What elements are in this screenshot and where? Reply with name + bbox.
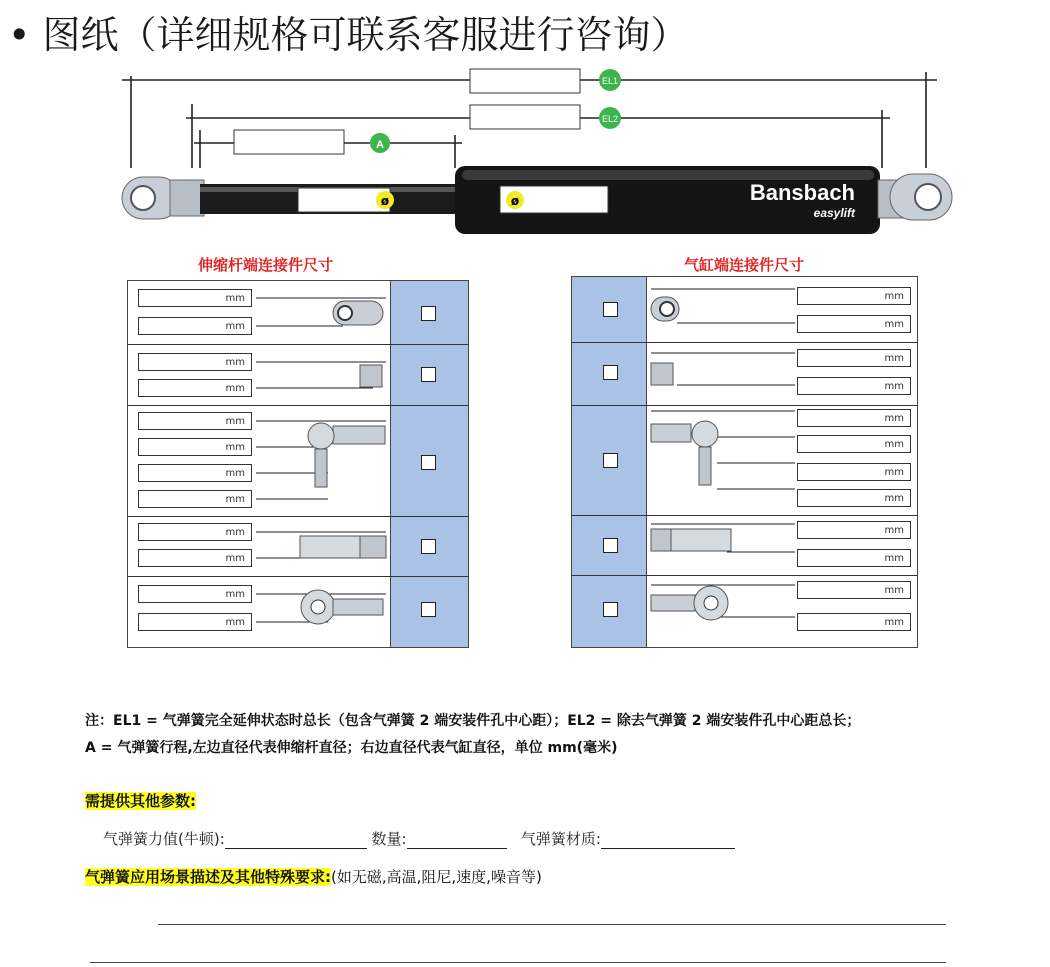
cyl-angled-eye-checkbox[interactable]	[603, 602, 618, 617]
rod-angled-eye-dim-2[interactable]: mm	[138, 613, 252, 631]
left-eye-fitting	[122, 177, 204, 219]
cyl-balljoint-dim-3[interactable]: mm	[797, 463, 911, 481]
scene-hint: (如无磁,高温,阻尼,速度,噪音等)	[331, 868, 542, 886]
rod-balljoint-sketch	[308, 423, 385, 487]
cyl-clevis-dim-2[interactable]: mm	[797, 549, 911, 567]
rod-balljoint-dim-3[interactable]: mm	[138, 464, 252, 482]
note-line-1: 注：EL1 = 气弹簧完全延伸状态时总长（包含气弹簧 2 端安装件孔中心距）；EL2 = 除去气弹簧 2 端安装件孔中心距总长；	[85, 713, 861, 729]
cyl-angled-eye-sketch	[651, 586, 728, 620]
scene-heading: 气弹簧应用场景描述及其他特殊要求:	[85, 868, 332, 886]
rod-angled-eye-checkbox[interactable]	[421, 602, 436, 617]
el1-label: EL1	[601, 76, 619, 86]
el2-label: EL2	[601, 114, 619, 124]
rod-eye-sketch	[333, 301, 383, 325]
cyl-thread-checkbox[interactable]	[603, 365, 618, 380]
brand-sub: easylift	[813, 206, 855, 220]
el1-value-box	[470, 69, 580, 93]
rod-thread-dim-2[interactable]: mm	[138, 379, 252, 397]
qty-input[interactable]	[407, 834, 507, 849]
params-row	[103, 828, 735, 849]
rod-end-fittings-table	[127, 280, 469, 648]
rod-balljoint-dim-1[interactable]: mm	[138, 412, 252, 430]
material-label: 气弹簧材质:	[520, 830, 601, 848]
cyl-balljoint-dim-4[interactable]: mm	[797, 489, 911, 507]
a-value-box	[234, 130, 344, 154]
force-label: 气弹簧力值(牛顿):	[103, 830, 225, 848]
cylinder-end-fitting-sketches	[647, 277, 797, 647]
rod-balljoint-dim-4[interactable]: mm	[138, 490, 252, 508]
cyl-eye-checkbox[interactable]	[603, 302, 618, 317]
cyl-angled-eye-dim-2[interactable]: mm	[797, 613, 911, 631]
scene-input-line-2[interactable]	[90, 962, 946, 963]
rod-clevis-dim-1[interactable]: mm	[138, 523, 252, 541]
cylinder-diameter-label: ø	[510, 194, 520, 208]
cyl-clevis-sketch	[651, 529, 731, 551]
cyl-eye-dim-2[interactable]: mm	[797, 315, 911, 333]
cyl-angled-eye-dim-1[interactable]: mm	[797, 581, 911, 599]
rod-balljoint-checkbox[interactable]	[421, 455, 436, 470]
rod-end-fitting-sketches	[128, 281, 390, 647]
gas-spring-drawing	[0, 0, 1050, 260]
note-line-2: A = 气弹簧行程,左边直径代表伸缩杆直径；右边直径代表气缸直径，单位 mm(毫米)	[85, 740, 618, 756]
rod-thread-sketch	[360, 365, 382, 387]
rod-thread-dim-1[interactable]: mm	[138, 353, 252, 371]
rod-clevis-dim-2[interactable]: mm	[138, 549, 252, 567]
cyl-balljoint-checkbox[interactable]	[603, 453, 618, 468]
rod-balljoint-dim-2[interactable]: mm	[138, 438, 252, 456]
rod-diameter-label: ø	[380, 194, 390, 208]
rod-eye-checkbox[interactable]	[421, 306, 436, 321]
params-heading: 需提供其他参数:	[85, 792, 196, 810]
rod-angled-eye-sketch	[301, 590, 383, 624]
left-section-title: 伸缩杆端连接件尺寸	[198, 256, 334, 274]
rod-eye-dim-1[interactable]: mm	[138, 289, 252, 307]
material-input[interactable]	[601, 834, 735, 849]
page-title: • 图纸（详细规格可联系客服进行咨询）	[8, 13, 689, 57]
rod-angled-eye-dim-1[interactable]: mm	[138, 585, 252, 603]
right-section-title: 气缸端连接件尺寸	[684, 256, 805, 274]
cyl-clevis-dim-1[interactable]: mm	[797, 521, 911, 539]
cyl-balljoint-dim-2[interactable]: mm	[797, 435, 911, 453]
right-eye-fitting	[878, 174, 952, 220]
rod-thread-checkbox[interactable]	[421, 367, 436, 382]
cyl-thread-dim-1[interactable]: mm	[797, 349, 911, 367]
cyl-eye-sketch	[651, 297, 679, 321]
cyl-thread-dim-2[interactable]: mm	[797, 377, 911, 395]
qty-label: 数量:	[371, 830, 407, 848]
el2-value-box	[470, 105, 580, 129]
cyl-balljoint-sketch	[651, 421, 718, 485]
scene-row	[85, 866, 542, 887]
brand-name: Bansbach	[749, 180, 855, 205]
rod-clevis-checkbox[interactable]	[421, 539, 436, 554]
a-label: A	[376, 139, 384, 151]
rod-eye-dim-2[interactable]: mm	[138, 317, 252, 335]
cyl-clevis-checkbox[interactable]	[603, 538, 618, 553]
cylinder-end-fittings-table	[571, 276, 918, 648]
force-input[interactable]	[225, 834, 367, 849]
cyl-eye-dim-1[interactable]: mm	[797, 287, 911, 305]
cyl-balljoint-dim-1[interactable]: mm	[797, 409, 911, 427]
cyl-thread-sketch	[651, 363, 673, 385]
rod-clevis-sketch	[300, 536, 386, 558]
scene-input-line-1[interactable]	[158, 924, 946, 925]
